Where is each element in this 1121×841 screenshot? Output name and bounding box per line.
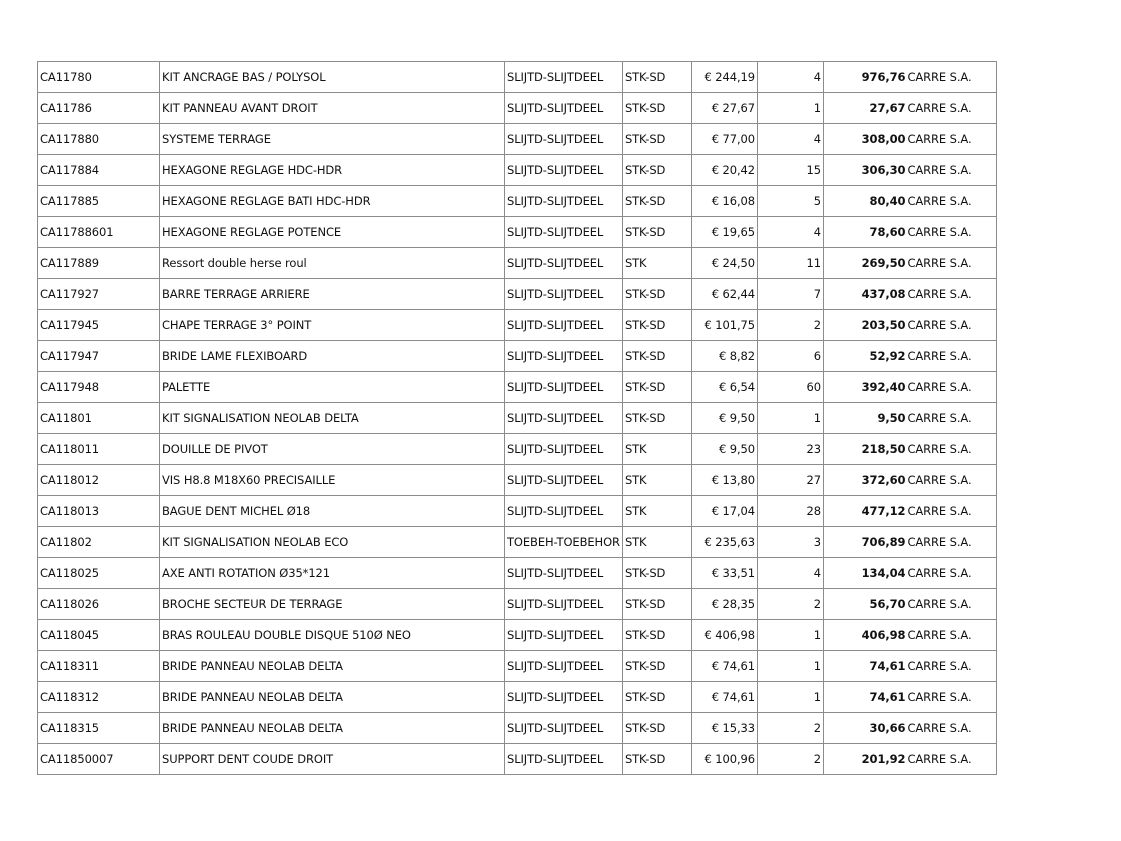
customer-cell: CARRE S.A. [906,744,996,775]
table-row [38,403,997,434]
line-total-cell: 437,08 [823,279,906,310]
unit-cell: STK [622,527,691,558]
description-cell: BROCHE SECTEUR DE TERRAGE [160,589,505,620]
quantity-cell: 2 [757,744,823,775]
part-code-cell: CA118315 [38,713,160,744]
unit-cell: STK-SD [622,341,691,372]
description-cell: DOUILLE DE PIVOT [160,434,505,465]
unit-price-cell: € 13,80 [691,465,757,496]
description-cell: SYSTEME TERRAGE [160,124,505,155]
description-cell: BRIDE PANNEAU NEOLAB DELTA [160,651,505,682]
unit-price-cell: € 27,67 [691,93,757,124]
unit-cell: STK-SD [622,403,691,434]
table-row [38,589,997,620]
category-cell: SLIJTD-SLIJTDEEL [505,496,623,527]
customer-cell: CARRE S.A. [906,496,996,527]
unit-cell: STK-SD [622,124,691,155]
table-row [38,310,997,341]
unit-price-cell: € 9,50 [691,403,757,434]
unit-cell: STK [622,434,691,465]
line-total-cell: 406,98 [823,620,906,651]
category-cell: SLIJTD-SLIJTDEEL [505,341,623,372]
unit-price-cell: € 6,54 [691,372,757,403]
table-row [38,434,997,465]
part-code-cell: CA11802 [38,527,160,558]
table-row [38,93,997,124]
parts-table [37,61,997,775]
unit-price-cell: € 74,61 [691,651,757,682]
part-code-cell: CA118013 [38,496,160,527]
table-row [38,713,997,744]
category-cell: SLIJTD-SLIJTDEEL [505,310,623,341]
category-cell: SLIJTD-SLIJTDEEL [505,713,623,744]
line-total-cell: 74,61 [823,682,906,713]
part-code-cell: CA118045 [38,620,160,651]
customer-cell: CARRE S.A. [906,124,996,155]
table-row [38,620,997,651]
part-code-cell: CA118311 [38,651,160,682]
part-code-cell: CA118025 [38,558,160,589]
part-code-cell: CA11786 [38,93,160,124]
unit-price-cell: € 244,19 [691,62,757,93]
category-cell: SLIJTD-SLIJTDEEL [505,124,623,155]
category-cell: SLIJTD-SLIJTDEEL [505,217,623,248]
description-cell: PALETTE [160,372,505,403]
table-row [38,651,997,682]
quantity-cell: 28 [757,496,823,527]
category-cell: SLIJTD-SLIJTDEEL [505,155,623,186]
description-cell: KIT SIGNALISATION NEOLAB DELTA [160,403,505,434]
customer-cell: CARRE S.A. [906,155,996,186]
description-cell: BRIDE PANNEAU NEOLAB DELTA [160,682,505,713]
table-row [38,372,997,403]
category-cell: SLIJTD-SLIJTDEEL [505,93,623,124]
description-cell: SUPPORT DENT COUDE DROIT [160,744,505,775]
quantity-cell: 1 [757,93,823,124]
category-cell: SLIJTD-SLIJTDEEL [505,62,623,93]
line-total-cell: 306,30 [823,155,906,186]
part-code-cell: CA11801 [38,403,160,434]
unit-cell: STK-SD [622,620,691,651]
customer-cell: CARRE S.A. [906,434,996,465]
customer-cell: CARRE S.A. [906,713,996,744]
customer-cell: CARRE S.A. [906,620,996,651]
line-total-cell: 372,60 [823,465,906,496]
line-total-cell: 134,04 [823,558,906,589]
part-code-cell: CA117927 [38,279,160,310]
unit-price-cell: € 17,04 [691,496,757,527]
line-total-cell: 203,50 [823,310,906,341]
customer-cell: CARRE S.A. [906,403,996,434]
customer-cell: CARRE S.A. [906,62,996,93]
quantity-cell: 60 [757,372,823,403]
customer-cell: CARRE S.A. [906,651,996,682]
line-total-cell: 218,50 [823,434,906,465]
table-row [38,62,997,93]
category-cell: SLIJTD-SLIJTDEEL [505,744,623,775]
unit-price-cell: € 406,98 [691,620,757,651]
quantity-cell: 1 [757,651,823,682]
unit-price-cell: € 19,65 [691,217,757,248]
table-row [38,682,997,713]
part-code-cell: CA118011 [38,434,160,465]
line-total-cell: 27,67 [823,93,906,124]
category-cell: SLIJTD-SLIJTDEEL [505,186,623,217]
unit-price-cell: € 8,82 [691,341,757,372]
unit-cell: STK-SD [622,155,691,186]
line-total-cell: 56,70 [823,589,906,620]
customer-cell: CARRE S.A. [906,527,996,558]
quantity-cell: 27 [757,465,823,496]
unit-cell: STK-SD [622,713,691,744]
line-total-cell: 201,92 [823,744,906,775]
category-cell: SLIJTD-SLIJTDEEL [505,558,623,589]
table-row [38,248,997,279]
part-code-cell: CA117885 [38,186,160,217]
table-row [38,744,997,775]
part-code-cell: CA118012 [38,465,160,496]
customer-cell: CARRE S.A. [906,186,996,217]
table-row [38,341,997,372]
unit-price-cell: € 20,42 [691,155,757,186]
line-total-cell: 80,40 [823,186,906,217]
description-cell: KIT PANNEAU AVANT DROIT [160,93,505,124]
description-cell: KIT SIGNALISATION NEOLAB ECO [160,527,505,558]
category-cell: SLIJTD-SLIJTDEEL [505,279,623,310]
line-total-cell: 976,76 [823,62,906,93]
unit-cell: STK-SD [622,744,691,775]
unit-price-cell: € 74,61 [691,682,757,713]
customer-cell: CARRE S.A. [906,465,996,496]
unit-price-cell: € 16,08 [691,186,757,217]
unit-cell: STK-SD [622,651,691,682]
unit-cell: STK-SD [622,93,691,124]
description-cell: HEXAGONE REGLAGE POTENCE [160,217,505,248]
parts-price-sheet [37,61,997,775]
quantity-cell: 1 [757,403,823,434]
category-cell: SLIJTD-SLIJTDEEL [505,620,623,651]
line-total-cell: 308,00 [823,124,906,155]
part-code-cell: CA117947 [38,341,160,372]
customer-cell: CARRE S.A. [906,217,996,248]
customer-cell: CARRE S.A. [906,558,996,589]
table-row [38,124,997,155]
part-code-cell: CA117948 [38,372,160,403]
quantity-cell: 3 [757,527,823,558]
description-cell: KIT ANCRAGE BAS / POLYSOL [160,62,505,93]
customer-cell: CARRE S.A. [906,589,996,620]
part-code-cell: CA11850007 [38,744,160,775]
unit-price-cell: € 77,00 [691,124,757,155]
category-cell: SLIJTD-SLIJTDEEL [505,682,623,713]
unit-price-cell: € 235,63 [691,527,757,558]
customer-cell: CARRE S.A. [906,248,996,279]
line-total-cell: 74,61 [823,651,906,682]
quantity-cell: 6 [757,341,823,372]
quantity-cell: 2 [757,310,823,341]
customer-cell: CARRE S.A. [906,682,996,713]
quantity-cell: 7 [757,279,823,310]
description-cell: VIS H8.8 M18X60 PRECISAILLE [160,465,505,496]
unit-price-cell: € 9,50 [691,434,757,465]
line-total-cell: 52,92 [823,341,906,372]
table-row [38,558,997,589]
customer-cell: CARRE S.A. [906,341,996,372]
unit-cell: STK [622,496,691,527]
quantity-cell: 23 [757,434,823,465]
part-code-cell: CA11788601 [38,217,160,248]
part-code-cell: CA118312 [38,682,160,713]
customer-cell: CARRE S.A. [906,310,996,341]
description-cell: BAGUE DENT MICHEL Ø18 [160,496,505,527]
quantity-cell: 4 [757,558,823,589]
unit-cell: STK-SD [622,217,691,248]
unit-cell: STK-SD [622,62,691,93]
quantity-cell: 1 [757,620,823,651]
unit-cell: STK-SD [622,558,691,589]
unit-price-cell: € 62,44 [691,279,757,310]
unit-price-cell: € 101,75 [691,310,757,341]
unit-price-cell: € 100,96 [691,744,757,775]
quantity-cell: 4 [757,217,823,248]
part-code-cell: CA117945 [38,310,160,341]
table-row [38,217,997,248]
description-cell: HEXAGONE REGLAGE BATI HDC-HDR [160,186,505,217]
unit-cell: STK-SD [622,589,691,620]
description-cell: CHAPE TERRAGE 3° POINT [160,310,505,341]
category-cell: SLIJTD-SLIJTDEEL [505,372,623,403]
quantity-cell: 11 [757,248,823,279]
unit-cell: STK [622,465,691,496]
line-total-cell: 392,40 [823,372,906,403]
line-total-cell: 78,60 [823,217,906,248]
quantity-cell: 2 [757,713,823,744]
part-code-cell: CA117880 [38,124,160,155]
quantity-cell: 4 [757,62,823,93]
part-code-cell: CA11780 [38,62,160,93]
description-cell: Ressort double herse roul [160,248,505,279]
unit-price-cell: € 33,51 [691,558,757,589]
unit-cell: STK-SD [622,279,691,310]
unit-cell: STK-SD [622,310,691,341]
description-cell: BRIDE PANNEAU NEOLAB DELTA [160,713,505,744]
customer-cell: CARRE S.A. [906,372,996,403]
line-total-cell: 477,12 [823,496,906,527]
unit-cell: STK-SD [622,682,691,713]
description-cell: AXE ANTI ROTATION Ø35*121 [160,558,505,589]
part-code-cell: CA118026 [38,589,160,620]
table-row [38,496,997,527]
description-cell: BRIDE LAME FLEXIBOARD [160,341,505,372]
parts-table-body [38,62,997,775]
table-row [38,465,997,496]
customer-cell: CARRE S.A. [906,93,996,124]
quantity-cell: 15 [757,155,823,186]
table-row [38,155,997,186]
unit-cell: STK [622,248,691,279]
unit-price-cell: € 15,33 [691,713,757,744]
category-cell: SLIJTD-SLIJTDEEL [505,651,623,682]
line-total-cell: 30,66 [823,713,906,744]
quantity-cell: 2 [757,589,823,620]
category-cell: TOEBEH-TOEBEHOR [505,527,623,558]
quantity-cell: 4 [757,124,823,155]
table-row [38,527,997,558]
part-code-cell: CA117884 [38,155,160,186]
unit-price-cell: € 24,50 [691,248,757,279]
line-total-cell: 706,89 [823,527,906,558]
category-cell: SLIJTD-SLIJTDEEL [505,465,623,496]
line-total-cell: 9,50 [823,403,906,434]
unit-price-cell: € 28,35 [691,589,757,620]
line-total-cell: 269,50 [823,248,906,279]
category-cell: SLIJTD-SLIJTDEEL [505,403,623,434]
table-row [38,279,997,310]
quantity-cell: 5 [757,186,823,217]
table-row [38,186,997,217]
description-cell: BARRE TERRAGE ARRIERE [160,279,505,310]
category-cell: SLIJTD-SLIJTDEEL [505,248,623,279]
category-cell: SLIJTD-SLIJTDEEL [505,434,623,465]
category-cell: SLIJTD-SLIJTDEEL [505,589,623,620]
customer-cell: CARRE S.A. [906,279,996,310]
unit-cell: STK-SD [622,186,691,217]
unit-cell: STK-SD [622,372,691,403]
description-cell: HEXAGONE REGLAGE HDC-HDR [160,155,505,186]
description-cell: BRAS ROULEAU DOUBLE DISQUE 510Ø NEO [160,620,505,651]
part-code-cell: CA117889 [38,248,160,279]
quantity-cell: 1 [757,682,823,713]
